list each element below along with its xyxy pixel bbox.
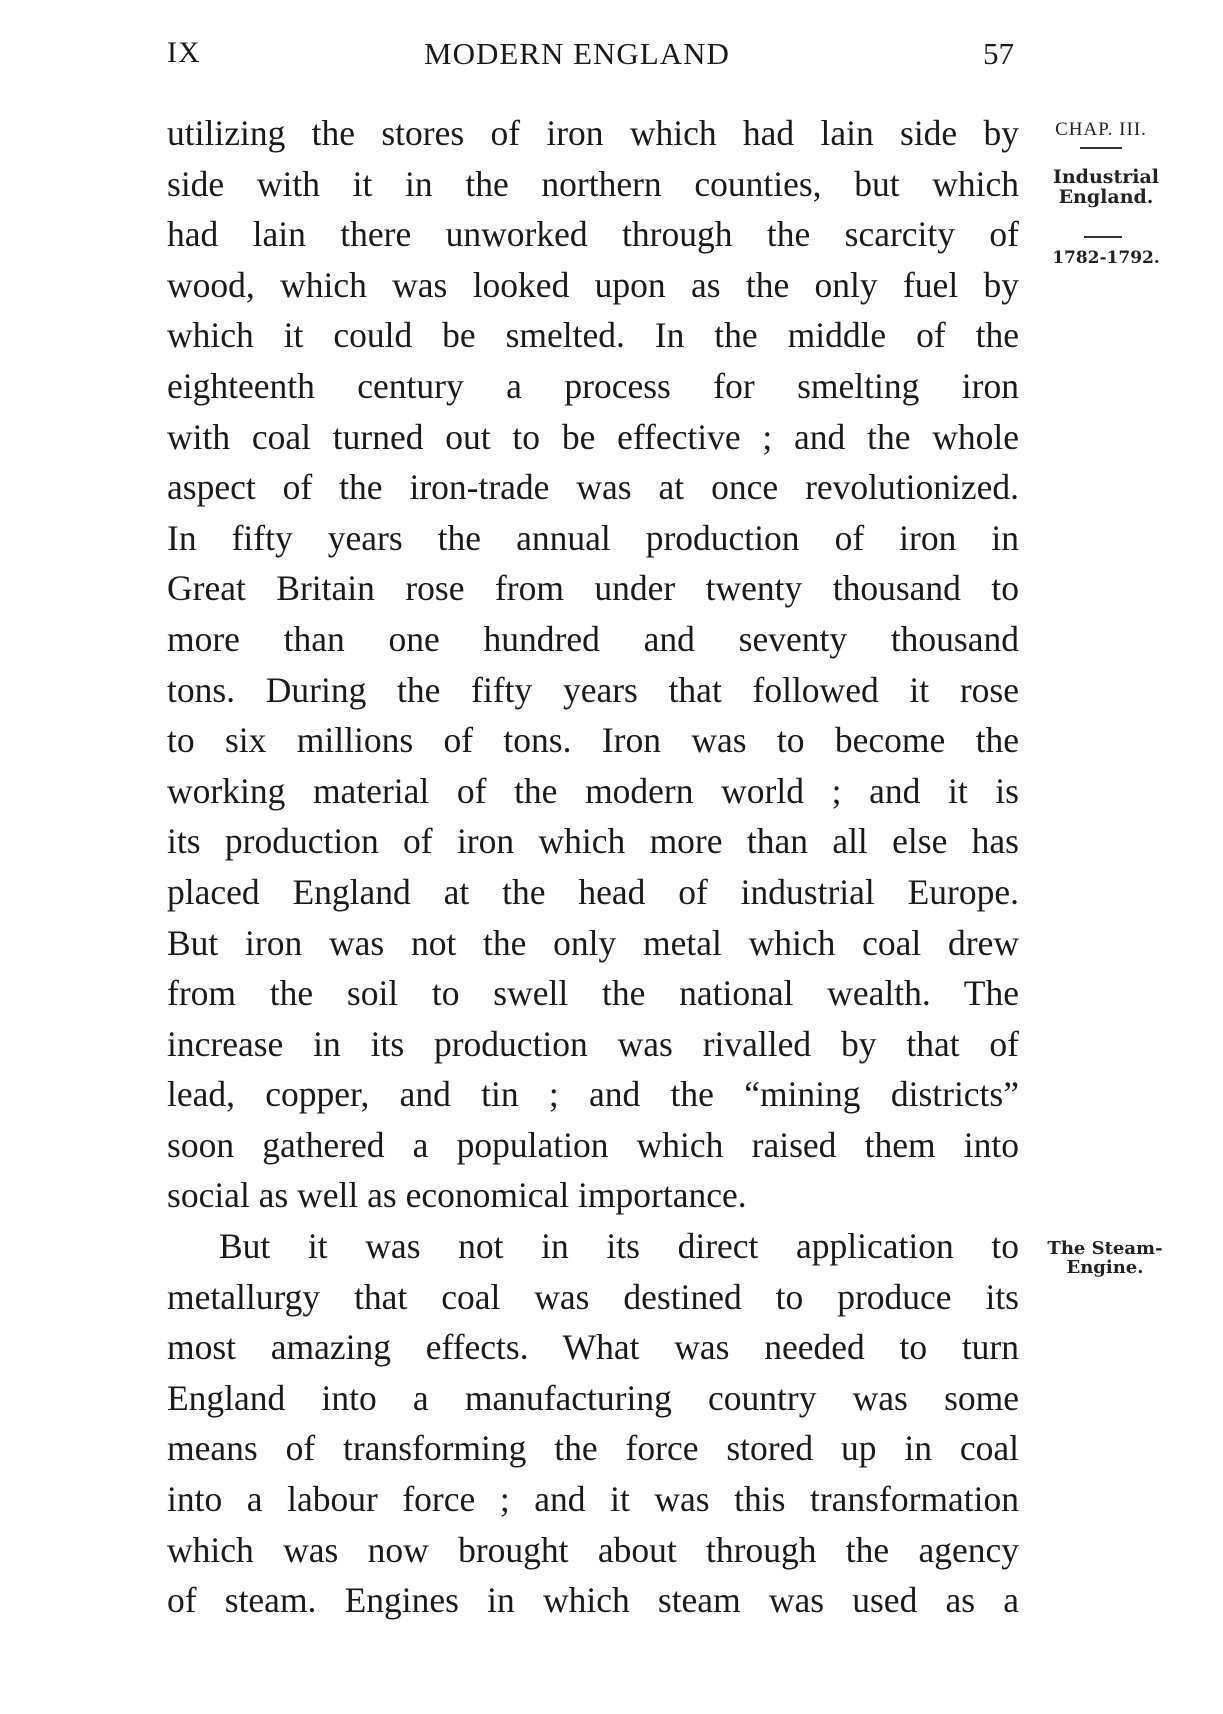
text-line: its production of iron which more than all else has — [167, 821, 1019, 862]
text-line: But it was not in its direct application to — [219, 1226, 1019, 1267]
margin-section-line: Industrial — [1052, 166, 1160, 188]
text-line: means of transforming the force stored up in coal — [167, 1428, 1019, 1469]
text-line: to six millions of tons. Iron was to become the — [167, 720, 1019, 761]
margin-steam-note — [1030, 1240, 1180, 1278]
text-line: England into a manufacturing country was some — [167, 1377, 1019, 1418]
text-line: more than one hundred and seventy thousand — [167, 618, 1019, 659]
margin-chapter-note: CHAP. III. — [1055, 119, 1147, 140]
text-line: tons. During the fifty years that followed it rose — [167, 669, 1019, 710]
text-line: placed England at the head of industrial Europe. — [167, 871, 1019, 912]
text-line: of steam. Engines in which steam was used as a — [167, 1580, 1019, 1621]
text-line: which was now brought about through the agency — [167, 1529, 1019, 1570]
text-line: eighteenth century a process for smelting iron — [167, 365, 1019, 406]
text-line: had lain there unworked through the scarcity of — [167, 214, 1019, 255]
text-line: In fifty years the annual production of iron in — [167, 517, 1019, 558]
margin-section-line: England. — [1058, 185, 1154, 208]
margin-date-note: 1782-1792. — [1052, 248, 1160, 268]
signature-mark: IX — [167, 36, 201, 69]
body-text — [167, 108, 1019, 1626]
margin-steam-line: Engine. — [1066, 1256, 1144, 1278]
text-line: from the soil to swell the national wealth. The — [167, 973, 1019, 1014]
margin-steam-line: The Steam- — [1047, 1238, 1163, 1259]
margin-rule — [1084, 236, 1122, 238]
text-line: metallurgy that coal was destined to produce its — [167, 1276, 1019, 1317]
text-line: aspect of the iron-trade was at once revolutionized. — [167, 467, 1019, 508]
text-line: utilizing the stores of iron which had lain side by — [167, 113, 1019, 153]
text-line: lead, copper, and tin ; and the “mining districts” — [167, 1074, 1019, 1115]
text-line: into a labour force ; and it was this transformation — [167, 1479, 1019, 1520]
text-line: Great Britain rose from under twenty thousand to — [167, 568, 1019, 609]
text-line: with coal turned out to be effective ; and the whole — [167, 416, 1019, 457]
text-line: increase in its production was rivalled by that of — [167, 1023, 1019, 1064]
text-line: which it could be smelted. In the middle of the — [167, 315, 1019, 356]
margin-section-note — [1040, 168, 1172, 208]
page-number: 57 — [983, 36, 1014, 71]
text-line: working material of the modern world ; and it is — [167, 770, 1019, 811]
text-line: But iron was not the only metal which coal drew — [167, 922, 1019, 963]
text-line: wood, which was looked upon as the only fuel by — [167, 264, 1019, 305]
text-line: side with it in the northern counties, but which — [167, 163, 1019, 204]
text-line: most amazing effects. What was needed to turn — [167, 1327, 1019, 1368]
text-line: social as well as economical importance. — [167, 1175, 747, 1216]
running-title: MODERN ENGLAND — [424, 36, 730, 71]
running-header — [160, 36, 1020, 76]
margin-rule — [1080, 147, 1122, 149]
text-line: soon gathered a population which raised them into — [167, 1124, 1019, 1165]
